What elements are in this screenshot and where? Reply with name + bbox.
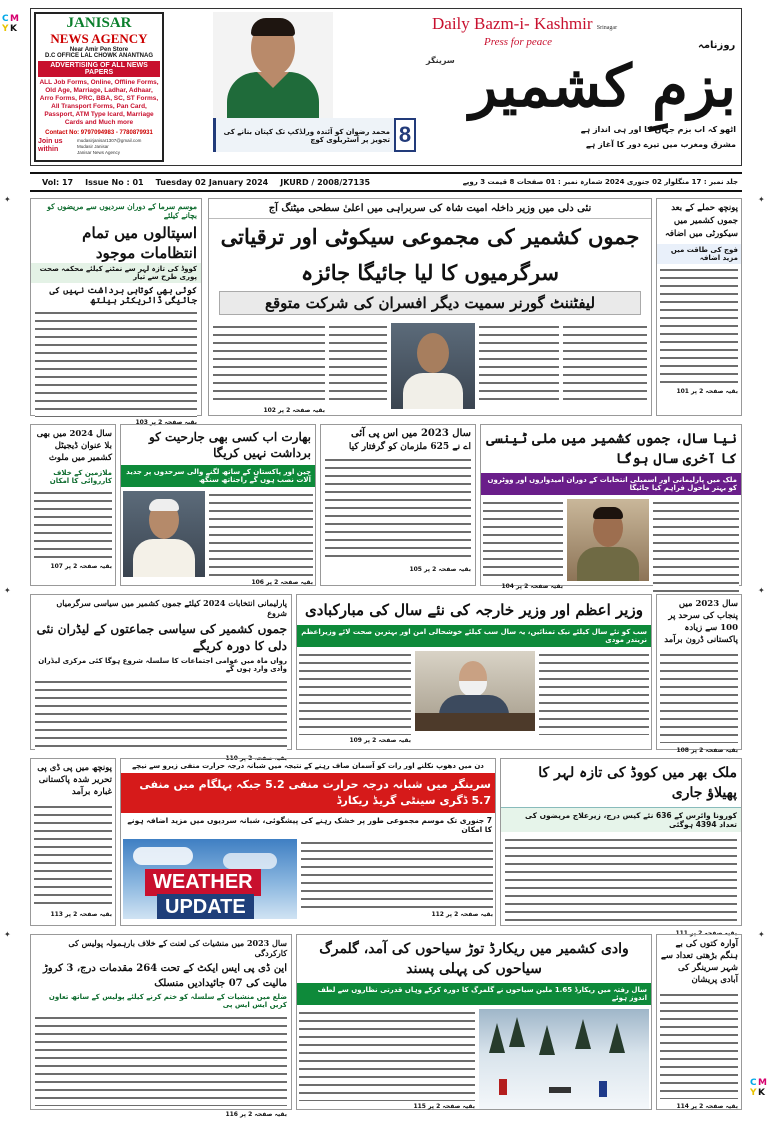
continued-label: بقیہ صفحہ 2 پر 110: [225, 755, 287, 762]
story-sub: رواں ماہ میں عوامی اجتماعات کا سلسلہ شروع ہوگا کئی مرکزی لیڈران وادی وارد ہوں گے: [38, 657, 287, 673]
story-headline: سال 2023 میں پنجاب کی سرحد پر 100 سے زیادہ پاکستانی ڈرون برآمد: [664, 599, 738, 645]
amit-shah-photo: [391, 323, 475, 409]
story-sub: کورونا وائرس کے 636 نئے کیس درج، زیرعلاج مریضوں کی تعداد 4394 ہوگئی: [501, 807, 741, 832]
continued-label: بقیہ صفحہ 2 پر 107: [50, 563, 112, 570]
story-band: چین اور پاکستان کے ساتھ لگنے والی سرحدوں پر جدید آلات نصب ہوں گے راجناتھ سنگھ: [121, 465, 315, 487]
story-headline: وزیر اعظم اور وزیر خارجہ کی نئے سال کی مبارکبادی: [305, 601, 643, 619]
registration-number: JKURD / 2008/27135: [280, 177, 371, 187]
story-stray-dogs: [656, 934, 742, 1110]
continued-label: بقیہ صفحہ 2 پر 105: [409, 566, 471, 573]
story-body: [35, 309, 197, 417]
modi-photo: [415, 651, 535, 731]
crop-star-icon: ✦: [758, 195, 765, 204]
story-militancy: [480, 424, 742, 590]
story-sub2: کوئی بھی کوتاہی برداشت نہیں کی جائیگی ڈائریکٹر ہیلتھ: [49, 286, 197, 306]
volume: Vol: 17: [42, 177, 74, 187]
story-headline: نیا سال، جموں کشمیر میں ملی ٹینسی کا آخری سال ہوگا: [486, 431, 737, 467]
lead-story: [208, 198, 652, 416]
roznama-label: روزنامہ: [698, 40, 736, 51]
cricketer-photo: [213, 12, 333, 127]
story-headline: پونچھ میں پی ڈی پی تحریر شدہ پاکستانی غبارہ برآمد: [37, 763, 112, 797]
story-body: [35, 1014, 287, 1106]
lead-body-col3: [479, 323, 559, 405]
ad-contact: Contact No: 9797094983 - 7780879931: [45, 130, 153, 136]
story-sub: ملازمین کے خلاف کارروائی کا امکان: [49, 469, 112, 485]
story-sub: 7 جنوری تک موسم مجموعی طور پر خشک رہنے کی پیشگوئی، شبانہ سردیوں میں مزید اضافہ ہونے کا امکان: [127, 816, 492, 834]
story-band: سال رفتہ میں ریکارڈ 1.65 ملین سیاحوں نے گلمرگ کا دورہ کرکے وہاں قدرتی نظاروں سے لطف اندوز ہوئے: [297, 983, 651, 1005]
continued-label: بقیہ صفحہ 2 پر 116: [225, 1111, 287, 1118]
srinagar-label: سرینگر: [426, 56, 455, 65]
story-body: [660, 991, 738, 1099]
ad-band: ADVERTISING OF ALL NEWS PAPERS: [38, 61, 160, 77]
weather-word-1: WEATHER: [145, 869, 261, 896]
ad-social-email: mudasirjanisar1307@gmail.com: [77, 138, 142, 143]
rajnath-photo: [123, 491, 205, 577]
story-body: [660, 266, 738, 384]
issue-date: Tuesday 02 January 2024: [155, 177, 269, 187]
story-body: [325, 456, 471, 560]
masthead-title: بزمِ کشمیر: [469, 52, 736, 120]
brand-tagline-en: Press for peace: [484, 36, 553, 48]
story-sub: فوج کی طاقت میں مزید اضافہ: [657, 244, 741, 264]
ad-title: JANISAR: [66, 15, 132, 31]
story-kicker: دن میں دھوپ نکلنے اور رات کو آسمان صاف رہنے کے نتیجہ میں شبانہ درجہ حرارت منفی زیرو سے نیچے: [132, 762, 484, 770]
story-body: [299, 651, 411, 735]
story-sub: کووڈ کی تازہ لہر سے نمٹنے کیلئے محکمہ صحت پوری طرح سے تیار: [31, 263, 201, 283]
story-body-2: [539, 651, 649, 735]
continued-label: بقیہ صفحہ 2 پر 111: [675, 930, 737, 937]
story-kicker: پارلیمانی انتخابات 2024 کیلئے جموں کشمیر میں سیاسی سرگرمیاں شروع: [56, 598, 287, 618]
story-headline: پونچھ حملے کے بعد جموں کشمیر میں سیکورٹی میں اضافہ: [664, 203, 738, 239]
story-balloon: [30, 758, 116, 926]
weather-word-2: UPDATE: [157, 894, 254, 919]
masthead-tagline-2: مشرق ومغرب میں تیرے دور کا آغاز ہے: [585, 140, 736, 149]
ad-near: Near Amir Pen Store: [69, 47, 129, 53]
story-body: [34, 803, 112, 907]
story-body: [483, 499, 563, 579]
crop-star-icon: ✦: [758, 930, 765, 939]
teaser-page-number: 8: [394, 118, 416, 152]
cmyk-mark-bottom: C M Y K: [750, 1078, 767, 1098]
lead-body-col2: [329, 323, 387, 405]
continued-label: بقیہ صفحہ 2 پر 114: [676, 1103, 738, 1110]
story-kicker: سال 2023 میں منشیات کی لعنت کے خلاف بارہمولہ پولیس کی کارکردگی: [68, 938, 287, 958]
strip-urdu: جلد نمبر : 17 منگلوار 02 جنوری 2024 شمارہ نمبر : 01 صفحات 8 قیمت 3 روپے: [462, 178, 738, 186]
ad-address: D.C OFFICE LAL CHOWK ANANTNAG: [45, 53, 153, 59]
story-body: [301, 839, 493, 909]
teaser-text: محمد رضوان کو آئندہ ورلڈکپ تک کپتان بنانے کی تجویز پر آسٹریلوی کوچ: [223, 128, 390, 144]
crop-star-icon: ✦: [758, 586, 765, 595]
story-headline: اے نے 625 ملزمان کو گرفتار کیا: [348, 442, 471, 452]
story-security: [656, 198, 742, 416]
ad-title2: NEWS AGENCY: [50, 31, 148, 46]
janisar-ad: [34, 12, 164, 162]
story-headline: اسپتالوں میں تمام انتظامات موجود: [82, 224, 197, 262]
lead-kicker: نئی دلی میں وزیر داخلہ امیت شاہ کی سربراہی میں اعلیٰ سطحی میٹنگ آج: [268, 203, 592, 214]
ad-list: ALL Job Forms, Online, Offline Forms, Old Age, Marriage, Ladhar, Adhaar, Arro Forms, PRC, BBA, SC, ST Forms, All Transport Forms, Pan Card, Passport, ATM Type Icard, Marriage Cards and Much more: [39, 79, 159, 126]
continued-label: بقیہ صفحہ 2 پر 115: [413, 1103, 475, 1110]
story-headline: سال 2024 میں بھی بلا عنوان ڈیجیٹل کشمیر میں ملوث: [36, 429, 112, 463]
story-body-2: [653, 499, 739, 593]
continued-label: بقیہ صفحہ 2 پر 104: [501, 583, 563, 590]
story-political-parties: [30, 594, 292, 762]
story-headline: آوارہ کتوں کی بے ہنگم بڑھتی تعداد سے شہر سرینگر کی آبادی پریشان: [660, 939, 738, 985]
officer-photo: [567, 499, 649, 581]
story-weather: [120, 758, 496, 926]
story-headline: بھارت اب کسی بھی جارحیت کو برداشت نہیں کریگا: [148, 430, 311, 460]
story-body: [209, 491, 313, 577]
story-sia: [320, 424, 476, 586]
cmyk-mark-top: C M Y K: [2, 14, 19, 34]
story-tourism: [296, 934, 652, 1110]
crop-star-icon: ✦: [4, 930, 11, 939]
ad-join: Join us within: [38, 138, 63, 153]
story-headline: جموں کشمیر کی سیاسی جماعتوں کے لیڈران نئی دلی کا دورہ کریگے: [36, 622, 287, 653]
story-headline: ملک بھر میں کووڈ کی تازہ لہر کا پھیلاؤ جاری: [538, 765, 737, 801]
ad-social-agency: Janisar News Agency: [77, 150, 121, 155]
story-rajnath: [120, 424, 316, 586]
crop-star-icon: ✦: [4, 195, 11, 204]
story-drones: [656, 594, 742, 754]
story-pm-newyear: [296, 594, 652, 750]
story-headline: وادی کشمیر میں ریکارڈ توڑ سیاحوں کی آمد، گلمرگ سیاحوں کی پہلی پسند: [319, 941, 629, 977]
continued-label: بقیہ صفحہ 2 پر 108: [676, 747, 738, 754]
continued-label: بقیہ صفحہ 2 پر 102: [263, 407, 325, 414]
continued-label: بقیہ صفحہ 2 پر 112: [431, 911, 493, 918]
story-headline: این ڈی پی ایس ایکٹ کے تحت 264 مقدمات درج، 3 کروڑ مالیت کی 07 جائیدادیں منسلک: [43, 963, 287, 989]
story-body: [35, 678, 287, 750]
lead-subhead: لیفٹننٹ گورنر سمیت دیگر افسران کی شرکت متوقع: [219, 291, 641, 315]
continued-label: بقیہ صفحہ 2 پر 113: [50, 911, 112, 918]
story-kicker: موسم سرما کے دوران سردیوں سے مریضوں کو بچانے کیلئے: [47, 202, 197, 220]
story-body: [34, 489, 112, 559]
story-body: [505, 836, 737, 924]
ad-social-name: Mudasir Janisar: [77, 144, 109, 149]
story-body: [299, 1009, 475, 1101]
story-body: [660, 651, 738, 743]
strip-bottom-rule: [30, 190, 742, 192]
lead-body-col4: [563, 323, 647, 405]
story-covid: [500, 758, 742, 937]
lead-headline: جموں کشمیر کی مجموعی سیکوٹی اور ترقیاتی سرگرمیوں کا لیا جائیگا جائزہ: [209, 218, 651, 291]
weather-update-graphic: [123, 839, 297, 919]
continued-label: بقیہ صفحہ 2 پر 101: [676, 388, 738, 395]
story-baramulla-police: [30, 934, 292, 1118]
story-digital-kashmir: [30, 424, 116, 586]
continued-label: بقیہ صفحہ 2 پر 109: [349, 737, 411, 744]
story-sub: ضلع میں منشیات کے سلسلہ کو ختم کرنے کیلئے پولیس کے ساتھ تعاون کریں ایس ایس پی: [48, 993, 287, 1009]
strip-top-rule: [30, 172, 742, 174]
story-band: سب کو نئے سال کیلئے نیک تمنائیں، یہ سال سب کیلئے خوشحالی امن اور بہترین صحت لائے وزیراعظم نریندر مودی: [297, 625, 651, 647]
issue-number: Issue No : 01: [85, 177, 144, 187]
continued-label: بقیہ صفحہ 2 پر 103: [135, 419, 197, 426]
crop-star-icon: ✦: [4, 586, 11, 595]
gulmarg-photo: [479, 1009, 649, 1109]
issue-strip: [42, 176, 738, 188]
story-band: ملک میں پارلیمانی اور اسمبلی انتخابات کے دوران امیدواروں اور ووٹروں کو بہتر ماحول فراہم کیا جائیگا: [481, 473, 741, 495]
lead-body-col1: [213, 323, 325, 405]
masthead-tagline-1: اٹھو کہ اب بزم جہاں کا اور ہی انداز ہے: [580, 125, 736, 134]
continued-label: بقیہ صفحہ 2 پر 106: [251, 579, 313, 586]
story-headline: سرینگر میں شبانہ درجہ حرارت منفی 5.2 جبکہ پہلگام میں منفی 5.7 ڈگری سینٹی گریڈ ریکارڈ: [121, 773, 495, 813]
brand-english: Daily Bazm-i- Kashmir Srinagar: [432, 14, 618, 33]
story-hospitals: [30, 198, 202, 426]
story-kicker: سال 2023 میں اس پی آئی: [351, 428, 471, 439]
